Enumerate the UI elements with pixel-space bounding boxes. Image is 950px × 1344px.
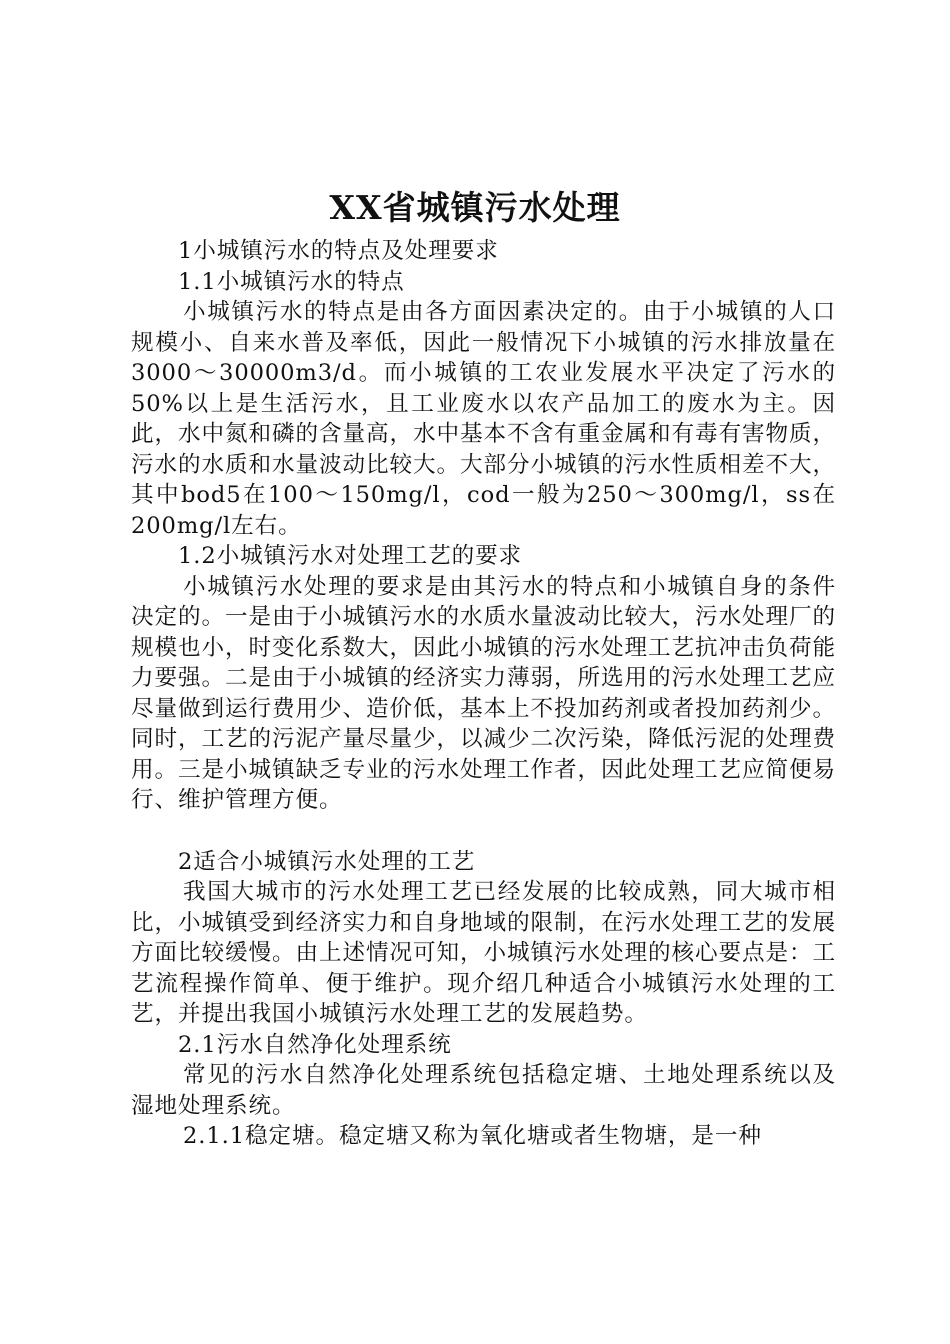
subsection-heading-2-1: 2.1污水自然净化处理系统 (178, 1031, 452, 1058)
paragraph-1-2: 小城镇污水处理的要求是由其污水的特点和小城镇自身的条件决定的。一是由于小城镇污水的水质水量波动比较大，污水处理厂的规模也小，时变化系数大，因此小城镇的污水处理工艺抗冲击负荷能力要强。二是由于小城镇的经济实力薄弱，所选用的污水处理工艺应尽量做到运行费用少、造价低，基本上不投加药剂或者投加药剂少。同时，工艺的污泥产量尽量少，以减少二次污染，降低污泥的处理费用。三是小城镇缺乏专业的污水处理工作者，因此处理工艺应简便易行、维护管理方便。 (131, 573, 836, 813)
document-title: XX省城镇污水处理 (329, 188, 621, 227)
paragraph-2-1: 常见的污水自然净化处理系统包括稳定塘、土地处理系统以及湿地处理系统。 (131, 1062, 836, 1119)
section-heading-1: 1小城镇污水的特点及处理要求 (178, 238, 499, 264)
subsection-heading-1-1: 1.1小城镇污水的特点 (178, 268, 405, 295)
paragraph-2: 我国大城市的污水处理工艺已经发展的比较成熟，同大城市相比，小城镇受到经济实力和自身地域的限制，在污水处理工艺的发展方面比较缓慢。由上述情况可知，小城镇污水处理的核心要点是：工艺流程操作简单、便于维护。现介绍几种适合小城镇污水处理的工艺，并提出我国小城镇污水处理工艺的发展趋势。 (131, 879, 836, 1027)
paragraph-spacer (131, 816, 836, 847)
paragraph-1-1: 小城镇污水的特点是由各方面因素决定的。由于小城镇的人口规模小、自来水普及率低，因此一般情况下小城镇的污水排放量在3000～30000m3/d。而小城镇的工农业发展水平决定了污水的50%以上是生活污水，且工业废水以农产品加工的废水为主。因此，水中氮和磷的含量高，水中基本不含有重金属和有毒有害物质，污水的水质和水量波动比较大。大部分小城镇的污水性质相差不大，其中bod5在100～150mg/l，cod一般为250～300mg/l，ss在200mg/l左右。 (131, 299, 836, 539)
section-heading-2: 2适合小城镇污水处理的工艺 (178, 848, 476, 875)
paragraph-2-1-1: 2.1.1稳定塘。稳定塘又称为氧化塘或者生物塘，是一种 (183, 1123, 762, 1149)
subsection-heading-1-2: 1.2小城镇污水对处理工艺的要求 (178, 543, 523, 569)
document-body (131, 236, 836, 1152)
